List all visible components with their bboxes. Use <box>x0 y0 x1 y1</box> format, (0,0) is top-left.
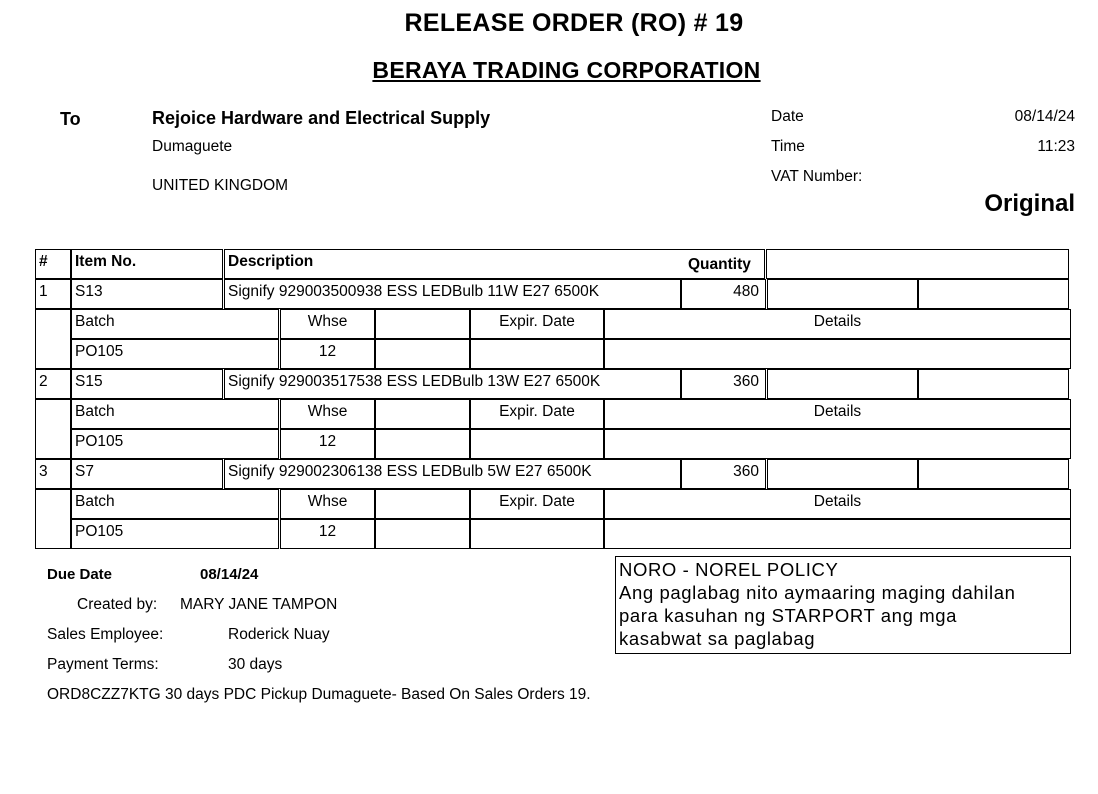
time-value: 11:23 <box>1037 138 1075 155</box>
row-blank-b <box>918 369 1069 399</box>
payment-terms-label: Payment Terms: <box>47 656 159 673</box>
row-blank-a <box>767 369 918 399</box>
sub-header-expir: Expir. Date <box>470 309 604 339</box>
sales-employee-label: Sales Employee: <box>47 626 164 643</box>
row-num: 1 <box>35 279 71 309</box>
row-quantity: 360 <box>681 369 766 399</box>
sales-employee-value: Roderick Nuay <box>228 626 330 643</box>
col-header-description: Description <box>224 249 765 279</box>
row-description: Signify 929003500938 ESS LEDBulb 11W E27 6500K <box>224 279 681 309</box>
time-label: Time <box>771 138 805 155</box>
row-item-no: S13 <box>71 279 223 309</box>
row-batch: PO105 <box>71 429 279 459</box>
to-label: To <box>60 109 81 129</box>
row-blank-a <box>767 459 918 489</box>
sub-header-whse: Whse <box>280 489 375 519</box>
row-expir <box>470 339 604 369</box>
sub-header-blank <box>375 399 470 429</box>
row-whse: 12 <box>280 429 375 459</box>
company-name: BERAYA TRADING CORPORATION <box>372 57 761 83</box>
row-blank-a <box>767 279 918 309</box>
sub-header-whse: Whse <box>280 309 375 339</box>
sub-header-blank <box>375 489 470 519</box>
row-blank-b <box>918 459 1069 489</box>
sub-header-details: Details <box>604 309 1071 339</box>
col-header-num: # <box>35 249 71 279</box>
remarks: ORD8CZZ7KTG 30 days PDC Pickup Dumaguete- Based On Sales Orders 19. <box>47 686 591 703</box>
row-num: 2 <box>35 369 71 399</box>
row-details <box>604 429 1071 459</box>
row-whse: 12 <box>280 339 375 369</box>
copy-type: Original <box>984 190 1075 217</box>
policy-title: NORO - NOREL POLICY <box>619 559 839 580</box>
page-title: RELEASE ORDER (RO) # 19 <box>404 9 744 37</box>
row-blank-c <box>375 519 470 549</box>
row-details <box>604 519 1071 549</box>
row-blank-c <box>375 339 470 369</box>
row-item-no: S15 <box>71 369 223 399</box>
due-date-value: 08/14/24 <box>200 566 259 583</box>
sub-spacer <box>35 309 71 369</box>
sub-header-batch: Batch <box>71 309 279 339</box>
payment-terms-value: 30 days <box>228 656 283 673</box>
vat-label: VAT Number: <box>771 168 863 185</box>
date-label: Date <box>771 108 804 125</box>
sub-header-expir: Expir. Date <box>470 399 604 429</box>
row-quantity: 480 <box>681 279 766 309</box>
sub-header-expir: Expir. Date <box>470 489 604 519</box>
sub-header-blank <box>375 309 470 339</box>
sub-header-details: Details <box>604 399 1071 429</box>
row-num: 3 <box>35 459 71 489</box>
row-description: Signify 929002306138 ESS LEDBulb 5W E27 6500K <box>224 459 681 489</box>
sub-header-batch: Batch <box>71 489 279 519</box>
row-description: Signify 929003517538 ESS LEDBulb 13W E27 6500K <box>224 369 681 399</box>
sub-spacer <box>35 399 71 459</box>
recipient-name: Rejoice Hardware and Electrical Supply <box>152 108 491 128</box>
row-quantity: 360 <box>681 459 766 489</box>
policy-line-2: para kasuhan ng STARPORT ang mga <box>619 605 957 626</box>
row-details <box>604 339 1071 369</box>
date-value: 08/14/24 <box>1014 108 1075 125</box>
due-date-label: Due Date <box>47 566 113 583</box>
policy-box <box>615 556 1071 654</box>
sub-spacer <box>35 489 71 549</box>
sub-header-details: Details <box>604 489 1071 519</box>
row-blank-c <box>375 429 470 459</box>
policy-line-3: kasabwat sa paglabag <box>619 628 816 649</box>
row-item-no: S7 <box>71 459 223 489</box>
row-batch: PO105 <box>71 519 279 549</box>
row-batch: PO105 <box>71 339 279 369</box>
policy-line-1: Ang paglabag nito aymaaring maging dahilan <box>619 582 1016 603</box>
col-header-quantity: Quantity <box>688 256 751 273</box>
recipient-city: Dumaguete <box>152 138 233 155</box>
row-expir <box>470 429 604 459</box>
created-by-label: Created by: <box>77 596 158 613</box>
created-by-value: MARY JANE TAMPON <box>180 596 338 613</box>
row-blank-b <box>918 279 1069 309</box>
sub-header-whse: Whse <box>280 399 375 429</box>
recipient-country: UNITED KINGDOM <box>152 177 289 194</box>
col-header-item-no: Item No. <box>71 249 223 279</box>
row-whse: 12 <box>280 519 375 549</box>
sub-header-batch: Batch <box>71 399 279 429</box>
col-header-blank <box>766 249 1069 279</box>
row-expir <box>470 519 604 549</box>
